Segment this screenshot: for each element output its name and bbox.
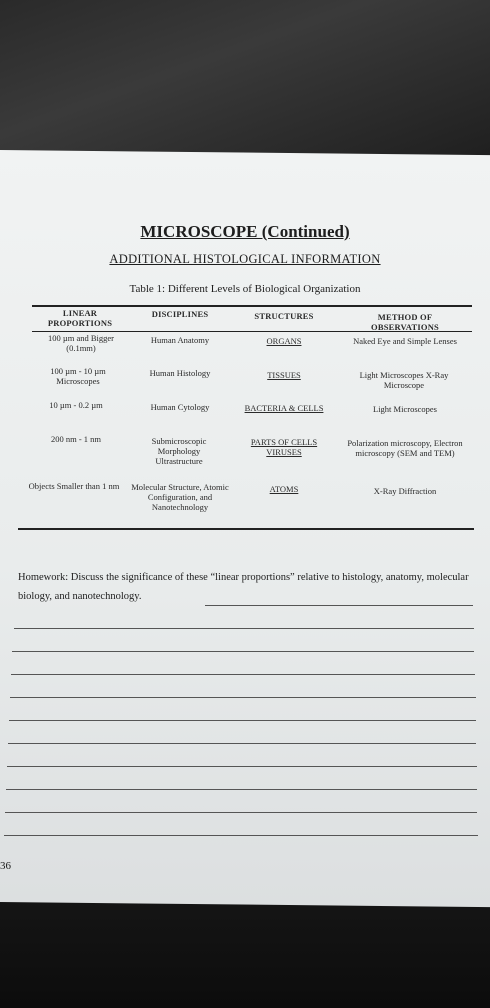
table-row-4-method: Polarization microscopy, Electron microscopy (SEM and TEM) (347, 438, 463, 458)
answer-line (10, 697, 476, 698)
answer-line (7, 766, 477, 767)
table-row-1-linear: 100 µm and Bigger (0.1mm) (47, 333, 115, 353)
homework-prompt: Homework: Discuss the significance of these “linear proportions” relative to histology, anatomy, molecular biology, and nanotechnology. (18, 572, 469, 602)
answer-line (5, 812, 477, 813)
col-header-structures: STRUCTURES (254, 311, 314, 321)
answer-line (205, 605, 473, 606)
table-row-1-structure: ORGANS (266, 336, 302, 346)
table-row-4-structure: PARTS OF CELLS VIRUSES (250, 437, 318, 457)
page-title: MICROSCOPE (Continued) (140, 222, 350, 241)
table-row-2-linear: 100 µm - 10 µm Microscopes (50, 366, 106, 386)
page-number: 36 (0, 860, 11, 872)
table-row-4-linear: 200 nm - 1 nm (50, 434, 102, 444)
table-row-3-method: Light Microscopes (373, 404, 437, 414)
answer-line (8, 743, 476, 744)
table-row-2-discipline: Human Histology (149, 368, 211, 378)
answer-line (9, 720, 476, 721)
table-row-1-discipline: Human Anatomy (150, 335, 210, 345)
background-top (0, 0, 490, 160)
col-header-method: METHOD OF OBSERVATIONS (371, 312, 439, 332)
table-bottom-rule (18, 528, 474, 530)
table-top-rule (32, 305, 472, 307)
table-row-5-method: X-Ray Diffraction (373, 486, 437, 496)
answer-line (12, 651, 474, 652)
table-row-5-linear: Objects Smaller than 1 nm (28, 481, 120, 491)
table-row-2-structure: TISSUES (267, 370, 301, 380)
table-caption: Table 1: Different Levels of Biological Organization (129, 283, 361, 295)
answer-line (14, 628, 474, 629)
table-row-4-discipline: Submicroscopic Morphology Ultrastructure (151, 436, 207, 466)
table-row-2-method: Light Microscopes X-Ray Microscope (359, 370, 449, 390)
table-row-1-method: Naked Eye and Simple Lenses (353, 336, 457, 346)
table-row-3-structure: BACTERIA & CELLS (244, 403, 324, 413)
col-header-linear: LINEAR PROPORTIONS (47, 308, 113, 328)
table-row-5-structure: ATOMS (269, 484, 299, 494)
table-row-3-linear: 10 µm - 0.2 µm (49, 400, 103, 410)
background-bottom (0, 900, 490, 1008)
answer-line (11, 674, 475, 675)
page-subtitle: ADDITIONAL HISTOLOGICAL INFORMATION (109, 252, 381, 266)
col-header-disciplines: DISCIPLINES (151, 309, 209, 319)
table-row-3-discipline: Human Cytology (150, 402, 210, 412)
answer-line (4, 835, 478, 836)
answer-line (6, 789, 477, 790)
table-row-5-discipline: Molecular Structure, Atomic Configuration, and Nanotechnology (131, 482, 229, 512)
